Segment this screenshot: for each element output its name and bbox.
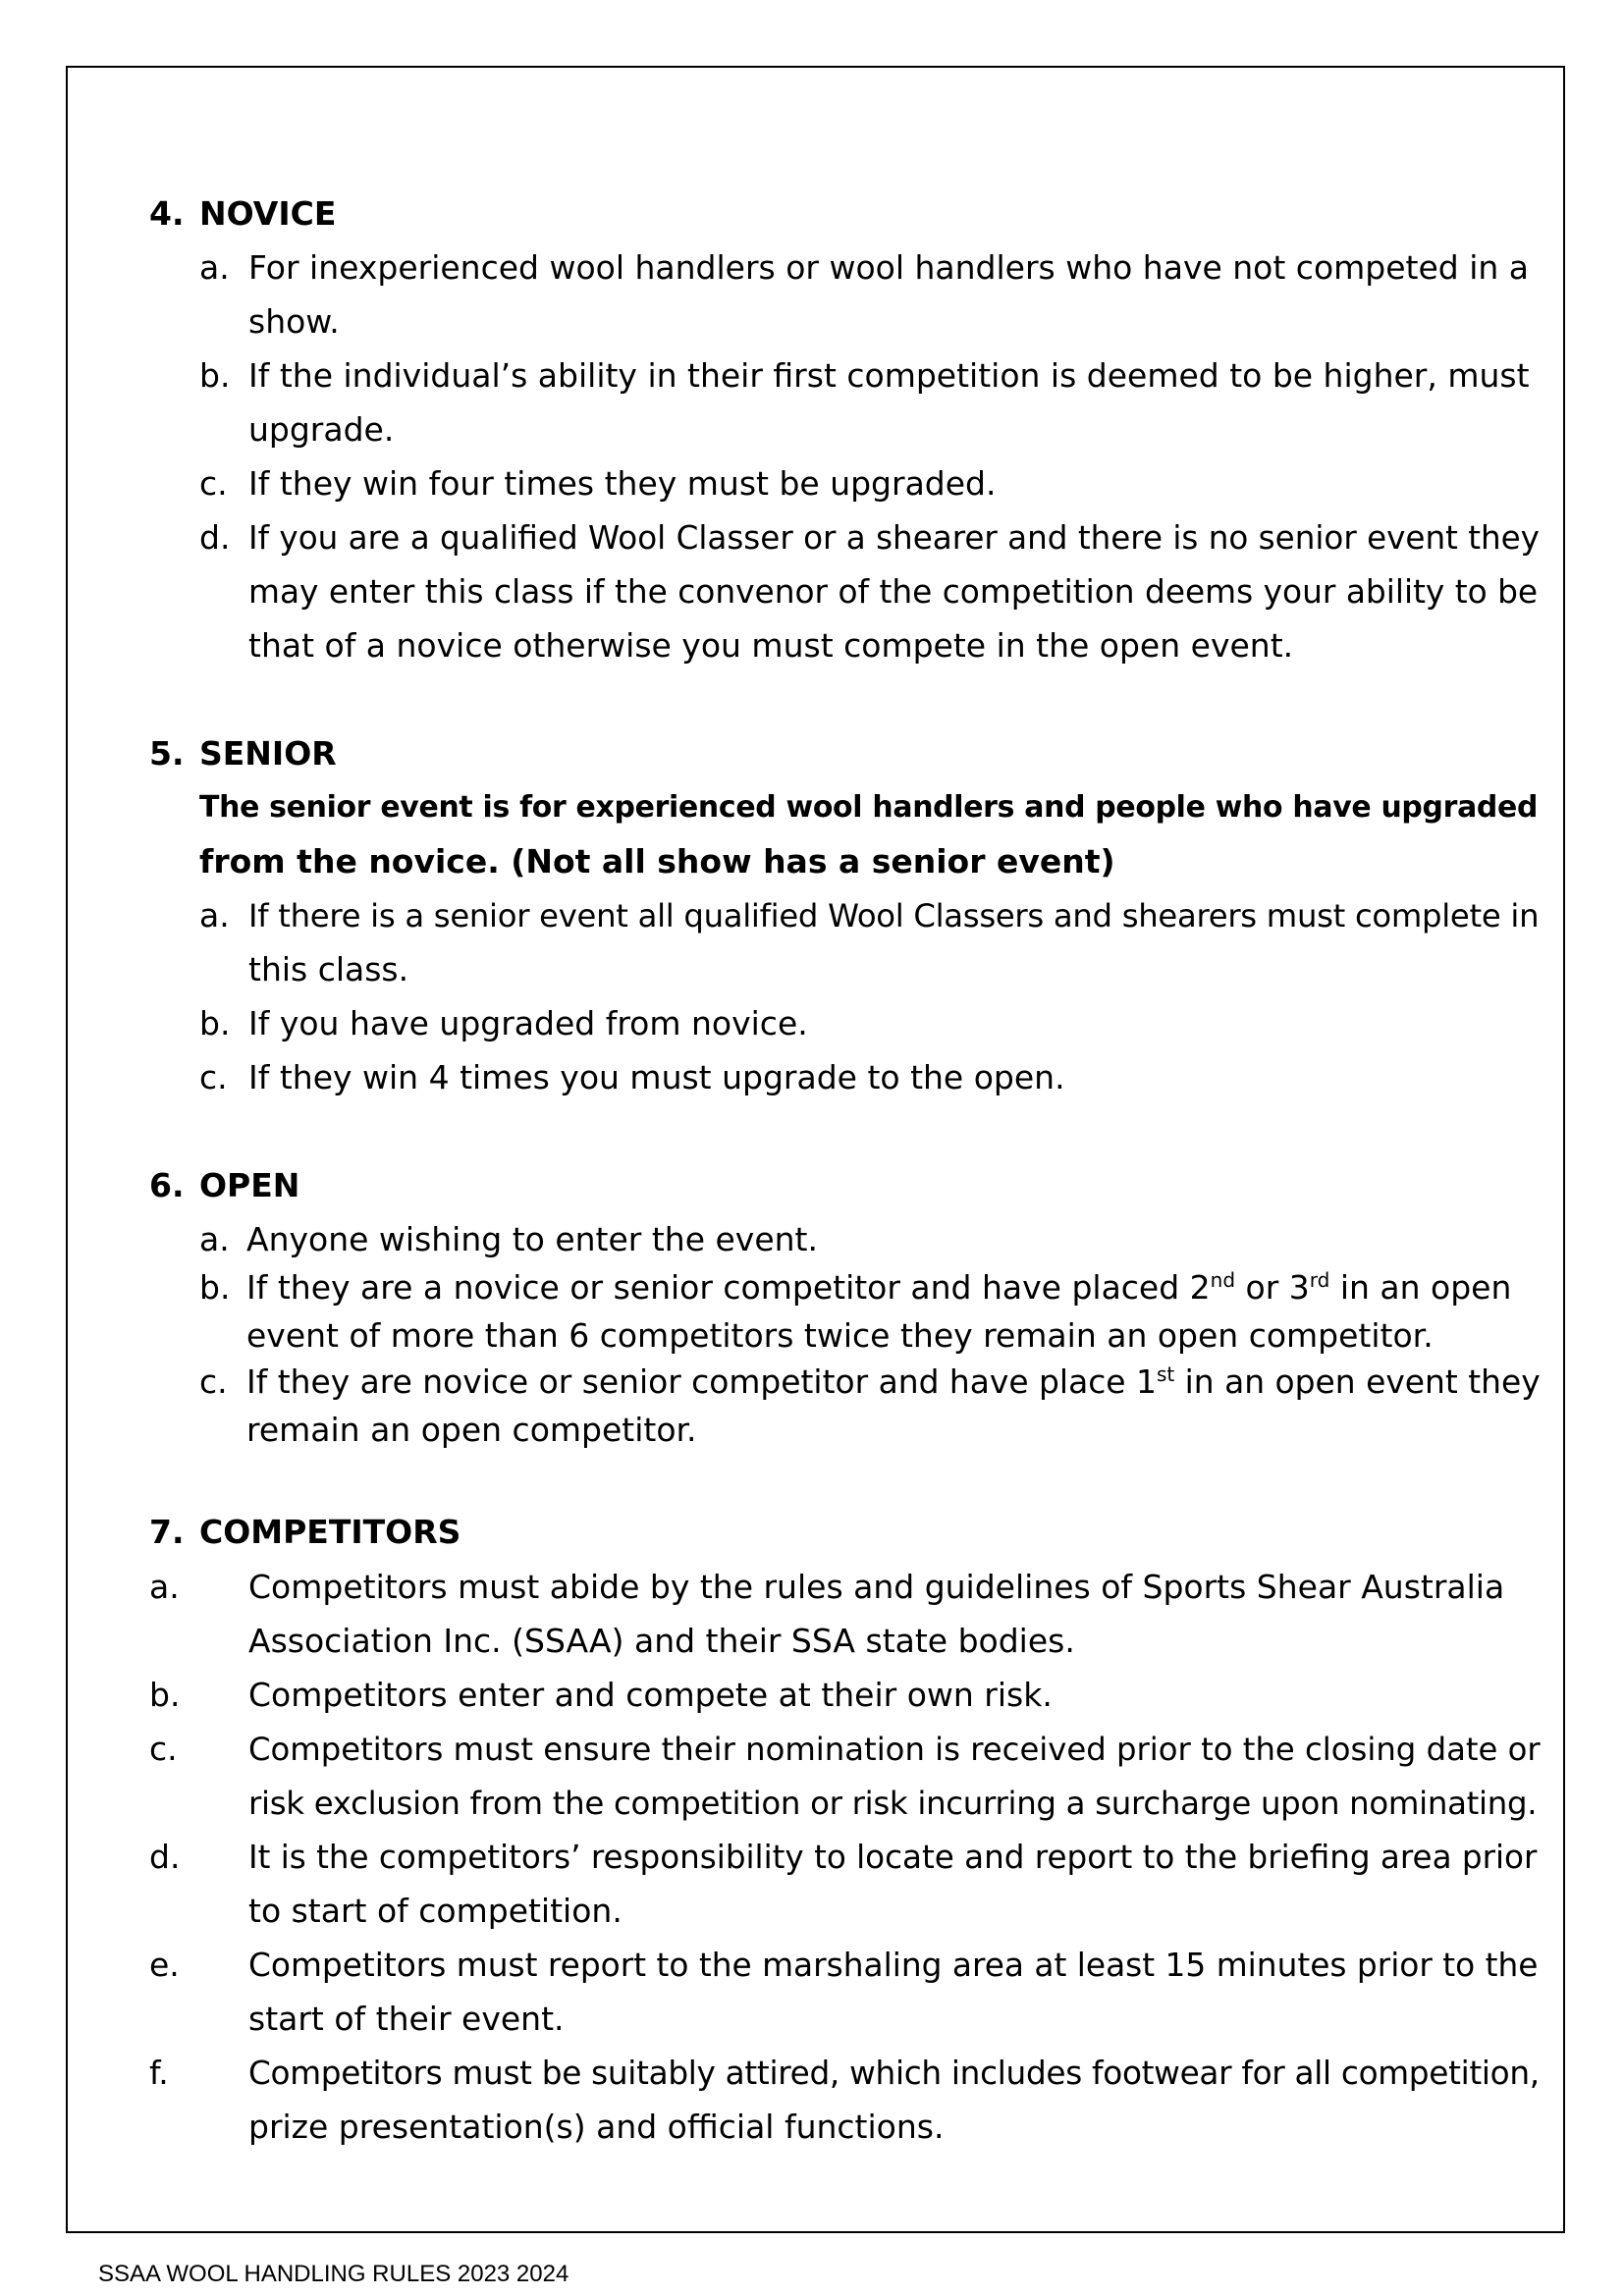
list-label: a.	[199, 248, 230, 287]
list-label: e.	[149, 1946, 180, 1984]
list-item-text: If you have upgraded from novice.	[248, 1004, 808, 1042]
list-item-text: If they win four times they must be upgraded.	[248, 464, 997, 503]
list-item-text: Competitors enter and compete at their own risk.	[248, 1676, 1053, 1714]
page-footer: SSAA WOOL HANDLING RULES 2023 2024	[98, 2261, 569, 2287]
section-intro: from the novice. (Not all show has a senior event)	[199, 842, 1115, 881]
list-item-text: If the individual’s ability in their first competition is deemed to be higher, must	[248, 356, 1530, 395]
section-number: 6.	[149, 1166, 185, 1204]
list-item-text: Competitors must be suitably attired, which includes footwear for all competition,	[248, 2055, 1540, 2092]
list-item-text: to start of competition.	[248, 1892, 623, 1930]
list-label: a.	[199, 896, 230, 934]
list-label: b.	[149, 1676, 181, 1714]
list-item-text: prize presentation(s) and official functions.	[248, 2108, 945, 2146]
list-item-text: If there is a senior event all qualified Wool Classers and shearers must complete in	[248, 897, 1540, 934]
list-label: c.	[149, 1730, 178, 1768]
list-item-text: event of more than 6 competitors twice they remain an open competitor.	[246, 1316, 1434, 1355]
list-label: b.	[199, 1268, 231, 1307]
section-heading-novice: NOVICE	[199, 194, 337, 233]
list-item-text: remain an open competitor.	[246, 1411, 697, 1449]
list-label: a.	[149, 1568, 180, 1606]
list-item-text: If you are a qualified Wool Classer or a shearer and there is no senior event they	[248, 519, 1540, 557]
list-item-text: Competitors must abide by the rules and guidelines of Sports Shear Australia	[248, 1568, 1505, 1606]
list-item-text: that of a novice otherwise you must compete in the open event.	[248, 626, 1294, 665]
list-item-text: For inexperienced wool handlers or wool handlers who have not competed in a	[248, 248, 1529, 287]
list-item-text: Association Inc. (SSAA) and their SSA state bodies.	[248, 1622, 1075, 1660]
section-number: 5.	[149, 734, 185, 773]
list-label: a.	[199, 1220, 230, 1258]
list-item-text: Anyone wishing to enter the event.	[246, 1220, 818, 1258]
list-label: d.	[149, 1838, 181, 1876]
list-label: f.	[149, 2054, 169, 2092]
list-label: c.	[199, 464, 228, 503]
list-label: d.	[199, 518, 231, 557]
list-item-text: It is the competitors’ responsibility to locate and report to the briefing area prior	[248, 1839, 1538, 1876]
list-item-text: If they are novice or senior competitor and have place 1st in an open event they	[246, 1362, 1541, 1401]
section-heading-competitors: COMPETITORS	[199, 1513, 461, 1551]
section-heading-senior: SENIOR	[199, 734, 337, 773]
list-item-text: Competitors must ensure their nomination is received prior to the closing date or	[248, 1731, 1541, 1768]
section-number: 4.	[149, 194, 185, 233]
list-item-text: this class.	[248, 950, 409, 988]
list-item-text: may enter this class if the convenor of the competition deems your ability to be	[248, 573, 1539, 611]
section-heading-open: OPEN	[199, 1166, 300, 1204]
list-item-text: upgrade.	[248, 410, 395, 449]
list-item-text: start of their event.	[248, 2000, 565, 2038]
list-item-text: If they are a novice or senior competitor and have placed 2nd or 3rd in an open	[246, 1268, 1512, 1307]
section-intro: The senior event is for experienced wool handlers and people who have upgraded	[199, 790, 1539, 825]
list-label: b.	[199, 1004, 231, 1042]
list-item-text: risk exclusion from the competition or risk incurring a surcharge upon nominating.	[248, 1785, 1538, 1822]
list-item-text: Competitors must report to the marshaling area at least 15 minutes prior to the	[248, 1947, 1539, 1984]
list-label: c.	[199, 1362, 228, 1401]
list-label: c.	[199, 1058, 228, 1096]
section-number: 7.	[149, 1513, 185, 1551]
list-item-text: If they win 4 times you must upgrade to the open.	[248, 1058, 1065, 1096]
list-label: b.	[199, 356, 231, 395]
list-item-text: show.	[248, 302, 340, 341]
